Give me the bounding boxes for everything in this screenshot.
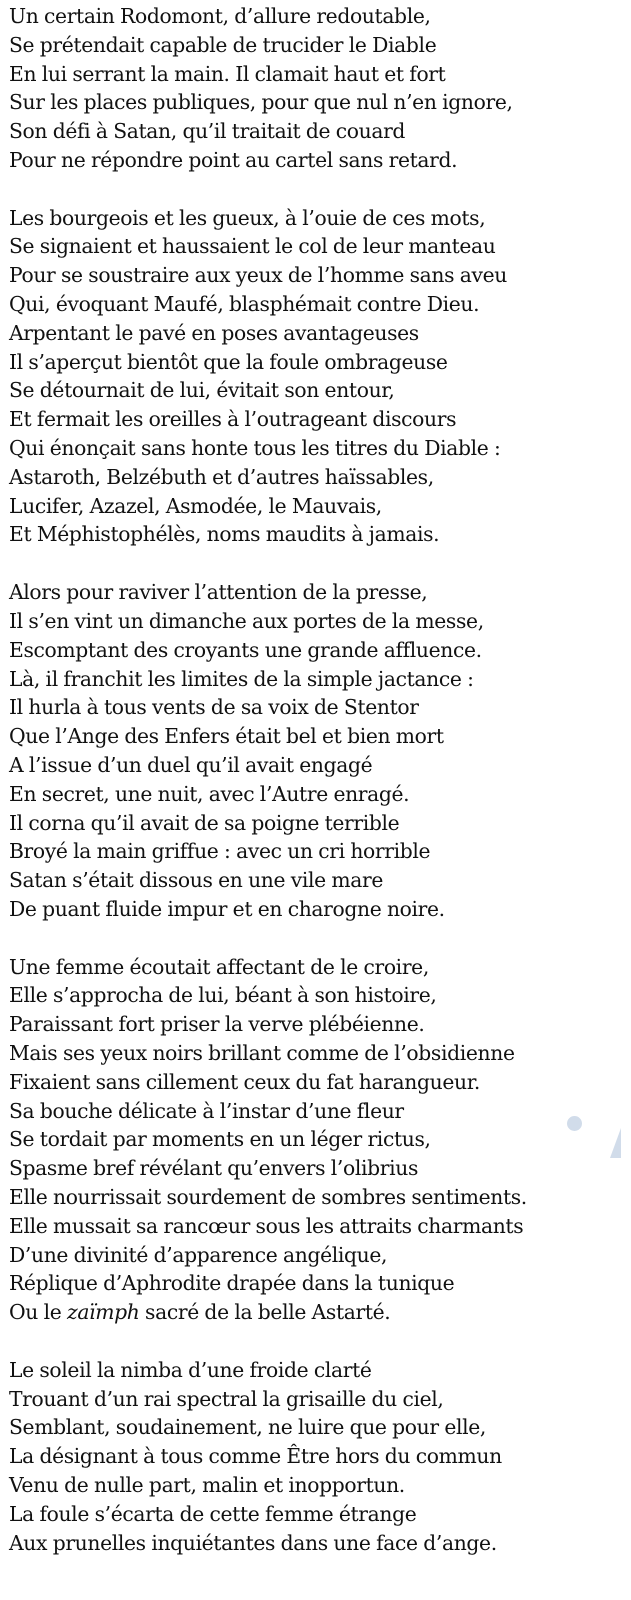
- poem-line: Spasme bref révélant qu’envers l’olibrius: [9, 1156, 419, 1181]
- stanza-3: [9, 578, 627, 924]
- poem-line: Alors pour raviver l’attention de la presse,: [9, 580, 428, 605]
- poem-line: Astaroth, Belzébuth et d’autres haïssables,: [9, 464, 434, 489]
- watermark-dot-icon: [567, 1116, 582, 1131]
- poem-line: Lucifer, Azazel, Asmodée, le Mauvais,: [9, 493, 382, 518]
- poem-line: Il hurla à tous vents de sa voix de Stentor: [9, 695, 419, 720]
- poem-line: Là, il franchit les limites de la simple jactance :: [9, 666, 474, 691]
- poem-line: D’une divinité d’apparence angélique,: [9, 1242, 388, 1267]
- poem-line: Sa bouche délicate à l’instar d’une fleur: [9, 1098, 404, 1123]
- poem-line: Il s’en vint un dimanche aux portes de la messe,: [9, 608, 484, 633]
- stanza-4: [9, 953, 627, 1327]
- stanza-5: [9, 1356, 627, 1558]
- poem-line: A l’issue d’un duel qu’il avait engagé: [9, 752, 373, 777]
- poem-line: Et fermait les oreilles à l’outrageant discours: [9, 407, 457, 432]
- poem-line: Escomptant des croyants une grande affluence.: [9, 637, 482, 662]
- poem-line: [9, 1298, 627, 1327]
- poem-line: Fixaient sans cillement ceux du fat harangueur.: [9, 1069, 480, 1094]
- poem-line: Un certain Rodomont, d’allure redoutable,: [9, 4, 431, 28]
- poem-line: En lui serrant la main. Il clamait haut et fort: [9, 61, 446, 86]
- poem-line: Arpentant le pavé en poses avantageuses: [9, 320, 419, 345]
- poem-line: Le soleil la nimba d’une froide clarté: [9, 1357, 372, 1382]
- poem-line: Broyé la main griffue : avec un cri horrible: [9, 839, 431, 864]
- poem-line: Paraissant fort priser la verve plébéienne.: [9, 1012, 425, 1037]
- poem-line: Qui, évoquant Maufé, blasphémait contre Dieu.: [9, 292, 480, 317]
- poem-line: Sur les places publiques, pour que nul n’en ignore,: [9, 90, 513, 115]
- italic-word: zaïmph: [66, 1300, 140, 1325]
- stanza-2: [9, 204, 627, 550]
- watermark-glyph-icon: [610, 1128, 621, 1158]
- poem-line: Qui énonçait sans honte tous les titres du Diable :: [9, 436, 501, 461]
- poem-line: Se signaient et haussaient le col de leur manteau: [9, 234, 496, 259]
- poem-line: Mais ses yeux noirs brillant comme de l’obsidienne: [9, 1040, 515, 1065]
- poem-line: Venu de nulle part, malin et inopportun.: [9, 1473, 405, 1498]
- poem-line: Trouant d’un rai spectral la grisaille du ciel,: [9, 1386, 444, 1411]
- poem-line: Elle s’approcha de lui, béant à son histoire,: [9, 983, 437, 1008]
- poem-line: Il s’aperçut bientôt que la foule ombrageuse: [9, 349, 448, 374]
- poem-line: Il corna qu’il avait de sa poigne terrible: [9, 810, 400, 835]
- poem-line: Les bourgeois et les gueux, à l’ouie de ces mots,: [9, 205, 486, 230]
- poem-line: Son défi à Satan, qu’il traitait de couard: [9, 119, 406, 144]
- poem-line: Une femme écoutait affectant de le croire,: [9, 954, 429, 979]
- poem-line: Se prétendait capable de trucider le Diable: [9, 32, 437, 57]
- poem-line: La désignant à tous comme Être hors du commun: [9, 1444, 502, 1469]
- poem-text: [9, 2, 627, 1557]
- poem-line: Se tordait par moments en un léger rictus,: [9, 1127, 431, 1152]
- poem-line: La foule s’écarta de cette femme étrange: [9, 1501, 417, 1526]
- poem-line: Pour ne répondre point au cartel sans retard.: [9, 147, 458, 172]
- poem-line: Aux prunelles inquiétantes dans une face d’ange.: [9, 1530, 497, 1555]
- poem-line: Elle mussait sa rancœur sous les attraits charmants: [9, 1213, 524, 1238]
- poem-line: Et Méphistophélès, noms maudits à jamais.: [9, 522, 440, 547]
- poem-line: Satan s’était dissous en une vile mare: [9, 868, 384, 893]
- poem-line: En secret, une nuit, avec l’Autre enragé.: [9, 781, 410, 806]
- stanza-1: [9, 2, 627, 175]
- poem-line: Que l’Ange des Enfers était bel et bien mort: [9, 724, 444, 749]
- line-segment: sacré de la belle Astarté.: [139, 1300, 391, 1325]
- poem-line: Semblant, soudainement, ne luire que pour elle,: [9, 1415, 486, 1440]
- line-segment: Ou le: [9, 1300, 67, 1325]
- poem-line: Se détournait de lui, évitait son entour,: [9, 378, 395, 403]
- poem-line: Pour se soustraire aux yeux de l’homme sans aveu: [9, 263, 507, 288]
- poem-line: Réplique d’Aphrodite drapée dans la tunique: [9, 1271, 455, 1296]
- poem-line: De puant fluide impur et en charogne noire.: [9, 896, 445, 921]
- poem-line: Elle nourrissait sourdement de sombres sentiments.: [9, 1184, 527, 1209]
